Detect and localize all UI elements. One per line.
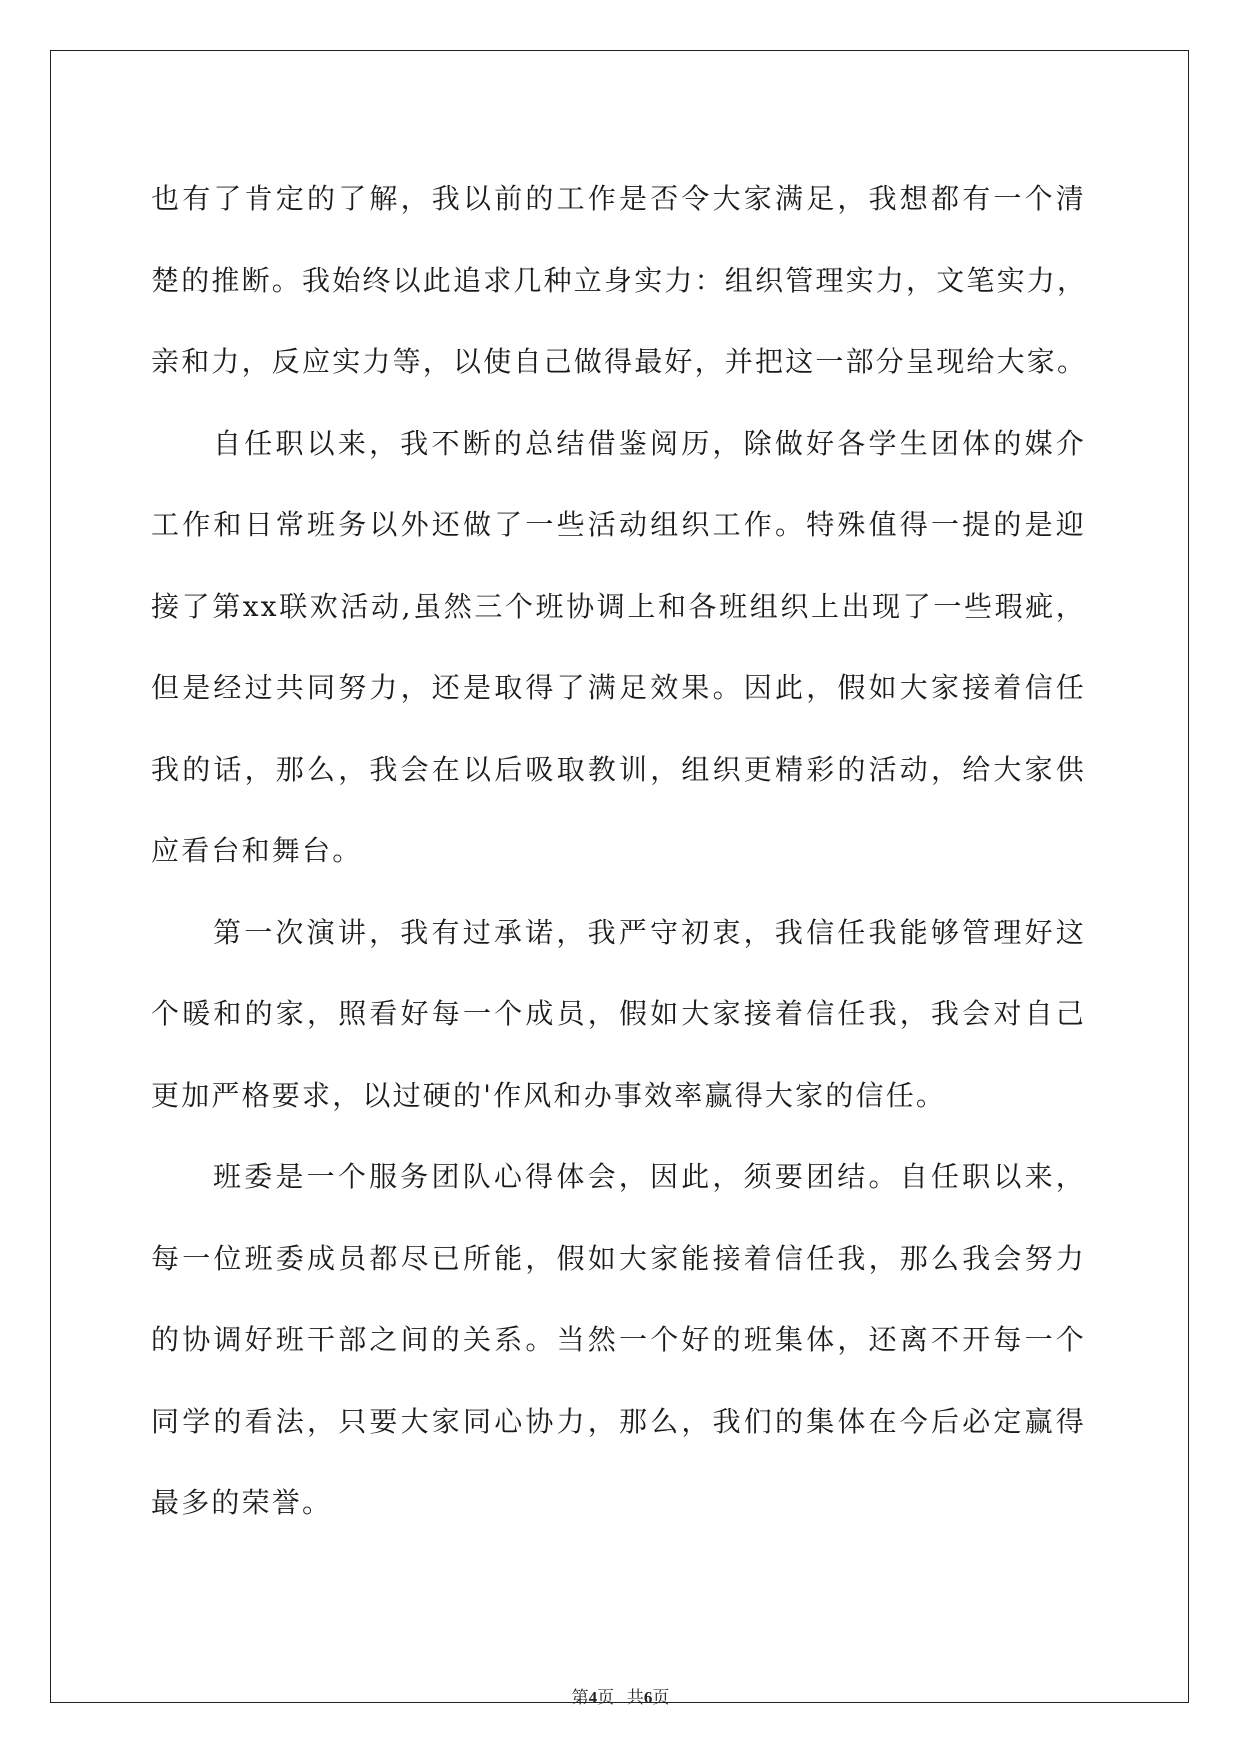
paragraph-1 — [151, 158, 1086, 403]
text-line: 的协调好班干部之间的关系。当然一个好的班集体，还离不开每一个 — [151, 1323, 1086, 1356]
paragraph-2 — [151, 403, 1086, 892]
text-line: 个暖和的家，照看好每一个成员，假如大家接着信任我，我会对自己 — [151, 997, 1086, 1030]
total-page-number: 6 — [643, 1688, 653, 1707]
text-line: 应看台和舞台。 — [151, 834, 363, 867]
paragraph-4 — [151, 1136, 1086, 1544]
page-footer — [0, 1683, 1241, 1708]
text-line: 工作和日常班务以外还做了一些活动组织工作。特殊值得一提的是迎 — [151, 508, 1086, 541]
current-page-number: 4 — [588, 1688, 598, 1707]
text-line: 接了第xx联欢活动,虽然三个班协调上和各班组织上出现了一些瑕疵， — [151, 589, 1086, 623]
text-line: 但是经过共同努力，还是取得了满足效果。因此，假如大家接着信任 — [151, 671, 1086, 704]
page-mid: 页 共 — [597, 1688, 644, 1707]
document-body — [151, 158, 1086, 1544]
text-line: 每一位班委成员都尽已所能，假如大家能接着信任我，那么我会努力 — [151, 1241, 1086, 1275]
text-line: 班委是一个服务团队心得体会，因此，须要团结。自任职以来， — [213, 1160, 1086, 1193]
text-line: 自任职以来，我不断的总结借鉴阅历，除做好各学生团体的媒介 — [213, 426, 1086, 460]
text-line: 我的话，那么，我会在以后吸取教训，组织更精彩的活动，给大家供 — [151, 752, 1086, 786]
text-line: 第一次演讲，我有过承诺，我严守初衷，我信任我能够管理好这 — [213, 915, 1086, 949]
paragraph-3 — [151, 892, 1086, 1137]
text-line: 更加严格要求，以过硬的'作风和办事效率赢得大家的信任。 — [151, 1078, 947, 1112]
text-line: 亲和力，反应实力等，以使自己做得最好，并把这一部分呈现给大家。 — [151, 345, 1088, 378]
text-line: 同学的看法，只要大家同心协力，那么，我们的集体在今后必定赢得 — [151, 1404, 1086, 1438]
text-line: 楚的推断。我始终以此追求几种立身实力：组织管理实力，文笔实力， — [151, 263, 1088, 297]
page-suffix: 页 — [652, 1688, 670, 1707]
text-line: 也有了肯定的了解，我以前的工作是否令大家满足，我想都有一个清 — [151, 182, 1086, 215]
page-prefix: 第 — [571, 1688, 589, 1707]
text-line: 最多的荣誉。 — [151, 1486, 333, 1519]
